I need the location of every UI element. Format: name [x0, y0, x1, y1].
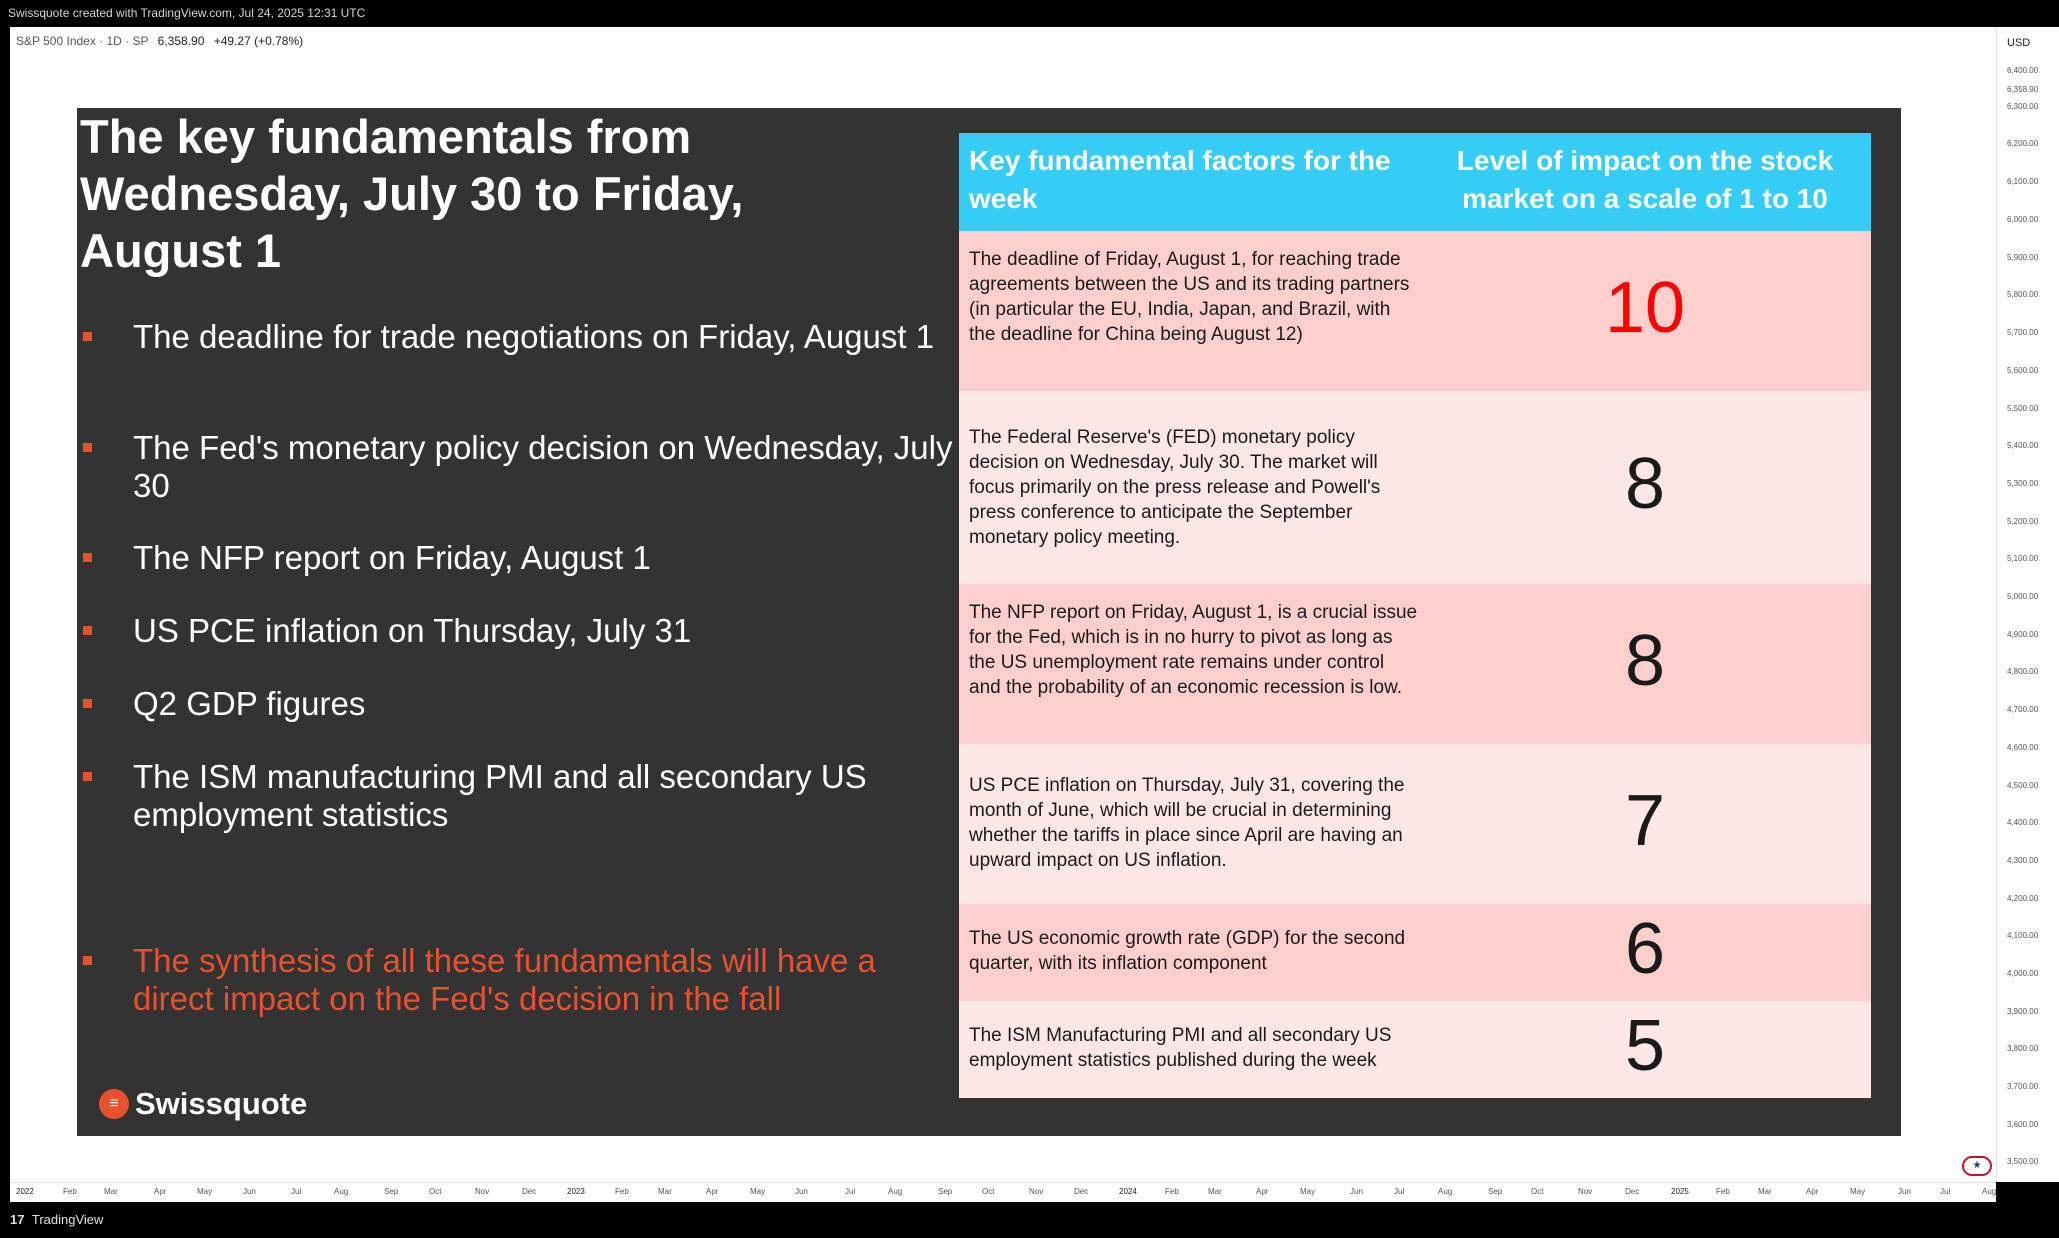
- bullet-square-icon: [83, 699, 92, 708]
- table-row: [959, 391, 1871, 584]
- time-label: 2024: [1119, 1187, 1137, 1196]
- price-tick: 4,600.00: [2007, 743, 2039, 752]
- row-description: The deadline of Friday, August 1, for reaching trade agreements between the US and its trading partners (in particular the EU, India, Japan, and Brazil, with the deadline for China being August 12): [969, 249, 1410, 345]
- table-row: [959, 1001, 1871, 1098]
- price-tick: 5,900.00: [2007, 253, 2039, 262]
- time-label: Nov: [1578, 1187, 1593, 1196]
- currency-label[interactable]: USD: [2007, 37, 2031, 49]
- time-label: Sep: [1488, 1187, 1503, 1196]
- time-label: Dec: [1074, 1187, 1089, 1196]
- table-row: [959, 584, 1871, 744]
- price-tick: 6,200.00: [2007, 139, 2039, 148]
- table-row: [959, 231, 1871, 391]
- time-label: Jun: [1898, 1187, 1911, 1196]
- price-tick: 4,000.00: [2007, 969, 2039, 978]
- bullet-square-icon: [83, 553, 92, 562]
- fundamentals-slide: The key fundamentals from Wednesday, July 30 to Friday, August 1 The deadline for trade negotiations on Friday, August 1 The Fed's monetary policy decision on Wednesday, July 30 The NFP report on Friday, August 1 US PCE inflation on Thursday, July 31 Q2 GDP figures The ISM manufacturing PMI and all secondary US employment statistics The synthesis of all these fundamentals will have a direct impact on the Fed's decision in the fall ≡ Swissquote Key fundamental factors for the week Level of impact on the stock market on a scale of 1 to 10 The deadline of Friday, August 1, for reaching trade agreements between the US and its trading partners (in particular the EU, India, Japan, and Brazil, with the deadline for China being August 12) 10 The Federal Reserve's (FED) monetary policy decision on Wednesday, July 30. The market will focus primarily on the press release and Powell's press conference to anticipate the September monetary policy meeting. 8 The NFP report on Friday, August 1, is a crucial issue for the Fed, which is in no hurry to pivot as long as the US unemployment rate remains under control and the probability of an economic recession is low. 8 US PCE inflation on Thursday, July 31, covering the month of June, which will be crucial in determining whether the tariffs in place since April are having an upward impact on US inflation. 7 The US economic growth rate (GDP) for the second quarter, with its inflation component 6 The ISM Manufacturing PMI and all secondary US employment statistics published during the week 5: [77, 108, 1901, 1136]
- price-change: +49.27 (+0.78%): [213, 34, 304, 48]
- price-tick: 4,800.00: [2007, 667, 2039, 676]
- row-score: 6: [1624, 909, 1666, 989]
- row-score: 5: [1624, 1006, 1666, 1086]
- price-tick: 6,100.00: [2007, 177, 2039, 186]
- caption-text: Swissquote created with TradingView.com, Jul 24, 2025 12:31 UTC: [8, 6, 366, 20]
- price-tick: 5,800.00: [2007, 290, 2039, 299]
- table-header: [959, 133, 1871, 231]
- time-label: Feb: [1716, 1187, 1730, 1196]
- header-factors: Key fundamental factors for the week: [969, 145, 1391, 214]
- time-label: Dec: [522, 1187, 537, 1196]
- price-tick: 4,300.00: [2007, 856, 2039, 865]
- time-label: Sep: [384, 1187, 399, 1196]
- table-row: [959, 904, 1871, 1001]
- time-label: Oct: [1531, 1187, 1544, 1196]
- price-tick: 5,000.00: [2007, 592, 2039, 601]
- swissquote-brand: [99, 1086, 307, 1122]
- brand-name: Swissquote: [135, 1086, 308, 1121]
- time-label: Apr: [1806, 1187, 1819, 1196]
- time-label: Feb: [1165, 1187, 1179, 1196]
- time-label: Apr: [154, 1187, 167, 1196]
- price-tick: 5,400.00: [2007, 441, 2039, 450]
- price-tick: 6,300.00: [2007, 102, 2039, 111]
- row-description: The Federal Reserve's (FED) monetary policy decision on Wednesday, July 30. The market will focus primarily on the press release and Powell's press conference to anticipate the September monetary policy meeting.: [969, 427, 1381, 548]
- row-description: US PCE inflation on Thursday, July 31, covering the month of June, which will be crucial in determining whether the tariffs in place since April are having an upward impact on US inflation.: [969, 775, 1405, 871]
- header-impact: Level of impact on the stock market on a scale of 1 to 10: [1456, 145, 1834, 214]
- price-tick: 5,500.00: [2007, 404, 2039, 413]
- time-label: Mar: [1758, 1187, 1772, 1196]
- bullet-square-icon: [83, 626, 92, 635]
- price-tick: 4,400.00: [2007, 818, 2039, 827]
- time-label: Jul: [1940, 1187, 1951, 1196]
- symbol-name: S&P 500 Index · 1D · SP: [16, 34, 149, 48]
- time-label: Aug: [1438, 1187, 1453, 1196]
- row-description: The ISM Manufacturing PMI and all secondary US employment statistics published during the week: [969, 1025, 1392, 1071]
- swissquote-logo-icon: ≡: [99, 1089, 129, 1119]
- slide-title: The key fundamentals from Wednesday, July 30 to Friday, August 1: [80, 110, 744, 277]
- time-label: Jul: [845, 1187, 856, 1196]
- price-tick: 5,200.00: [2007, 517, 2039, 526]
- time-label: Apr: [1256, 1187, 1269, 1196]
- row-score: 7: [1624, 781, 1666, 861]
- time-label: Jul: [291, 1187, 302, 1196]
- time-label: May: [197, 1187, 213, 1196]
- price-tick: 3,600.00: [2007, 1120, 2039, 1129]
- price-tick: 4,100.00: [2007, 931, 2039, 940]
- time-label: Apr: [706, 1187, 719, 1196]
- time-label: Jun: [243, 1187, 256, 1196]
- price-tick: 4,700.00: [2007, 705, 2039, 714]
- bullet-square-icon: [83, 956, 92, 965]
- us-flag-icon[interactable]: ★: [1962, 1156, 1992, 1176]
- time-label: 2023: [567, 1187, 585, 1196]
- tradingview-logo-icon[interactable]: 17: [10, 1212, 25, 1227]
- time-label: Mar: [658, 1187, 672, 1196]
- price-tick: 5,300.00: [2007, 479, 2039, 488]
- row-score: 8: [1624, 621, 1666, 701]
- symbol-legend[interactable]: [16, 34, 303, 48]
- row-score: 10: [1604, 268, 1686, 348]
- time-label: Sep: [938, 1187, 953, 1196]
- time-axis[interactable]: [10, 1182, 1996, 1202]
- bullet-square-icon: [83, 772, 92, 781]
- time-label: Jun: [1350, 1187, 1363, 1196]
- table-row: [959, 744, 1871, 904]
- time-label: May: [1300, 1187, 1316, 1196]
- time-label: Oct: [982, 1187, 995, 1196]
- price-tick: 6,000.00: [2007, 215, 2039, 224]
- price-tick: 5,100.00: [2007, 554, 2039, 563]
- time-label: Mar: [1208, 1187, 1222, 1196]
- time-label: Jul: [1394, 1187, 1405, 1196]
- time-label: Aug: [1982, 1187, 1997, 1196]
- time-label: Oct: [429, 1187, 442, 1196]
- row-description: The US economic growth rate (GDP) for the second quarter, with its inflation component: [969, 928, 1406, 974]
- price-tick: 3,500.00: [2007, 1157, 2039, 1166]
- price-tick: 4,500.00: [2007, 781, 2039, 790]
- time-label: Feb: [615, 1187, 629, 1196]
- top-caption-bar: [0, 0, 2059, 27]
- row-score: 8: [1624, 444, 1666, 524]
- last-price: 6,358.90: [157, 34, 205, 48]
- time-label: 2025: [1671, 1187, 1689, 1196]
- price-tick: 4,200.00: [2007, 894, 2039, 903]
- price-tick: 5,600.00: [2007, 366, 2039, 375]
- time-label: Nov: [1029, 1187, 1044, 1196]
- time-label: Aug: [888, 1187, 903, 1196]
- price-tick: 3,900.00: [2007, 1007, 2039, 1016]
- time-label: Feb: [63, 1187, 77, 1196]
- price-tick: 3,800.00: [2007, 1044, 2039, 1053]
- time-label: Mar: [104, 1187, 118, 1196]
- time-label: May: [1850, 1187, 1866, 1196]
- row-description: The NFP report on Friday, August 1, is a crucial issue for the Fed, which is in no hurry to pivot as long as the US unemployment rate remains under control and the probability of an economic recession is low.: [969, 602, 1418, 698]
- price-tick: 5,700.00: [2007, 328, 2039, 337]
- price-axis[interactable]: [1996, 27, 2059, 1182]
- time-label: Nov: [475, 1187, 490, 1196]
- bullet-square-icon: [83, 443, 92, 452]
- bullet-square-icon: [83, 332, 92, 341]
- price-tick: 4,900.00: [2007, 630, 2039, 639]
- price-tick: 3,700.00: [2007, 1082, 2039, 1091]
- price-tick: 6,400.00: [2007, 66, 2039, 75]
- time-label: Jun: [795, 1187, 808, 1196]
- time-label: Dec: [1625, 1187, 1640, 1196]
- price-tick: 6,358.90: [2007, 85, 2039, 94]
- time-label: May: [750, 1187, 766, 1196]
- bottom-bar: [0, 1202, 2059, 1238]
- tradingview-brand[interactable]: TradingView: [31, 1212, 104, 1227]
- time-label: Aug: [334, 1187, 349, 1196]
- time-label: 2022: [16, 1187, 34, 1196]
